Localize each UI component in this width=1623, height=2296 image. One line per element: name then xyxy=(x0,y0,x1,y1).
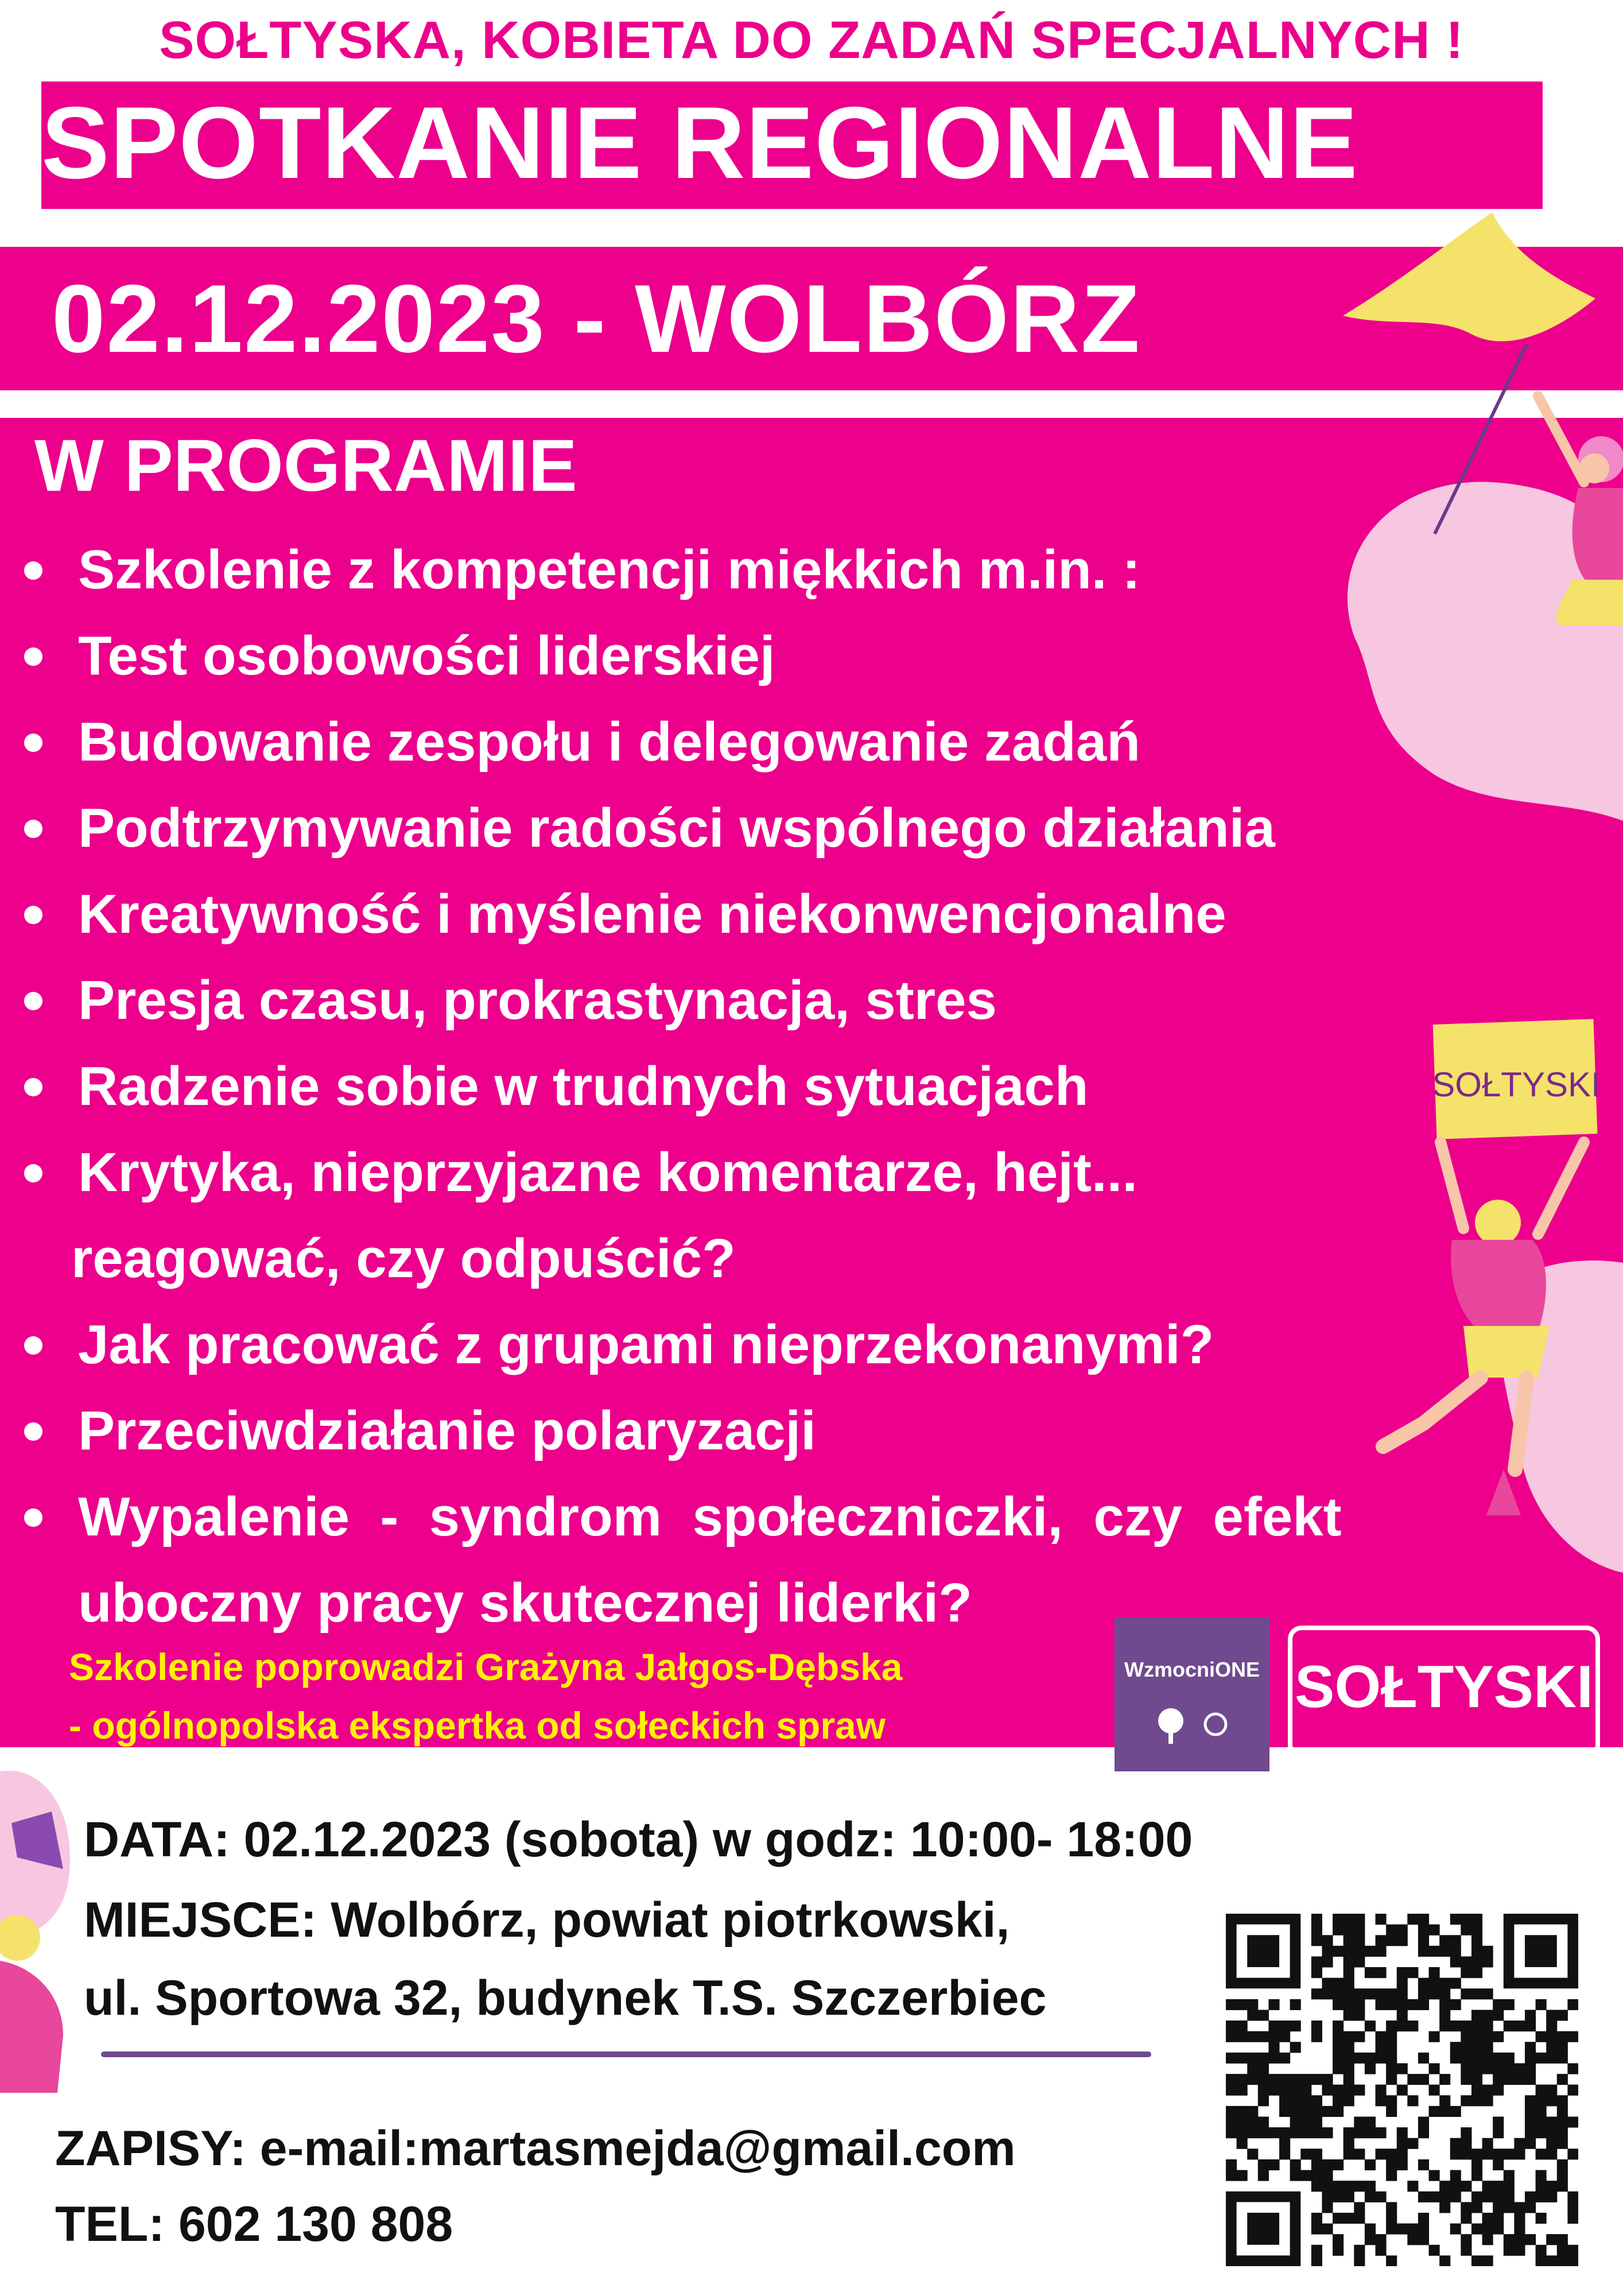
program-list xyxy=(21,527,1342,1646)
list-item: Wypalenie - syndrom społeczniczki, czy efekt xyxy=(21,1474,1342,1560)
sign-text: SOŁTYSKI xyxy=(1432,1065,1601,1104)
list-item: Test osobowości liderskiej xyxy=(21,613,1342,699)
list-item: Radzenie sobie w trudnych sytuacjach xyxy=(21,1044,1342,1130)
trainer-line: Szkolenie poprowadzi Grażyna Jałgos-Dębska xyxy=(69,1646,903,1688)
woman-leg-left xyxy=(1383,1378,1481,1446)
flag-woman-illustration xyxy=(1320,212,1623,821)
sign-woman-illustration xyxy=(1366,1010,1623,1573)
list-item: Krytyka, nieprzyjazne komentarze, hejt... xyxy=(21,1130,1342,1216)
woman-arm xyxy=(1538,396,1584,482)
megaphone-woman-illustration xyxy=(0,1748,98,2093)
trainer-line: - ogólnopolska ekspertka od sołeckich spraw xyxy=(69,1704,886,1747)
woman-top xyxy=(1572,488,1623,585)
page-title: SPOTKANIE REGIONALNE xyxy=(41,86,1358,200)
soltyski-logo-text: SOŁTYSKI xyxy=(1294,1654,1594,1720)
list-item: Budowanie zespołu i delegowanie zadań xyxy=(21,699,1342,785)
signup-phone[interactable]: TEL: 602 130 808 xyxy=(55,2197,453,2252)
qr-code[interactable] xyxy=(1226,1914,1578,2266)
list-item: Jak pracować z grupami nieprzekonanymi? xyxy=(21,1302,1342,1388)
list-item: Szkolenie z kompetencji miękkich m.in. : xyxy=(21,527,1342,613)
list-item: Przeciwdziałanie polaryzacji xyxy=(21,1388,1342,1474)
qr-code-image xyxy=(1226,1914,1578,2266)
woman-body xyxy=(0,1961,63,2093)
event-date: DATA: 02.12.2023 (sobota) w godz: 10:00- 18:00 xyxy=(84,1812,1193,1867)
list-item-continuation: uboczny pracy skutecznej liderki? xyxy=(78,1572,972,1634)
top-tagline: SOŁTYSKA, KOBIETA DO ZADAŃ SPECJALNYCH ! xyxy=(159,11,1464,69)
woman-arm-right xyxy=(1538,1142,1584,1234)
list-item: Presja czasu, prokrastynacja, stres xyxy=(21,957,1342,1044)
woman-top xyxy=(1451,1240,1546,1332)
date-place-heading: 02.12.2023 - WOLBÓRZ xyxy=(52,265,1141,373)
woman-hair xyxy=(1475,1200,1521,1246)
program-heading: W PROGRAMIE xyxy=(34,425,577,507)
list-item: Kreatywność i myślenie niekonwencjonalne xyxy=(21,871,1342,957)
woman-shorts xyxy=(1463,1326,1550,1378)
yellow-flag xyxy=(1343,212,1595,342)
list-item: Podtrzymywanie radości wspólnego działania xyxy=(21,785,1342,871)
event-address: ul. Sportowa 32, budynek T.S. Szczerbiec xyxy=(84,1971,1047,2026)
divider xyxy=(101,2051,1151,2057)
signup-email[interactable]: ZAPISY: e-mail:martasmejda@gmail.com xyxy=(55,2121,1016,2176)
event-place: MIEJSCE: Wolbórz, powiat piotrkowski, xyxy=(84,1892,1010,1948)
wzmocnione-logo-text: WzmocniONE xyxy=(1124,1658,1260,1681)
woman-arm-left xyxy=(1440,1142,1463,1228)
list-item-continuation: reagować, czy odpuścić? xyxy=(71,1228,736,1289)
tree-icon xyxy=(1142,1701,1245,1753)
